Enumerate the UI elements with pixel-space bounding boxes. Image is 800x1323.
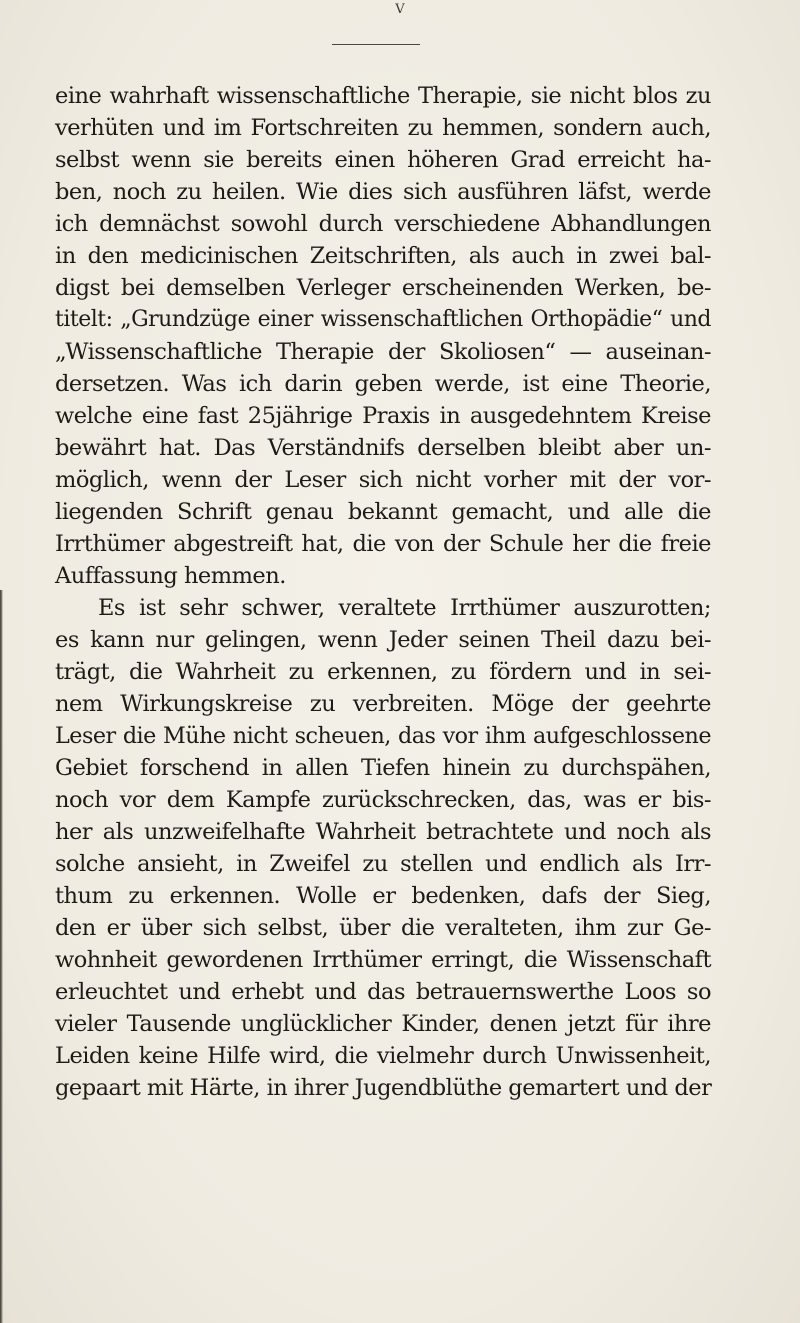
text-line: Auffassung hemmen.	[55, 563, 286, 589]
text-line: verhüten und im Fortschreiten zu hemmen, sondern auch,	[55, 115, 711, 141]
text-line: in den medicinischen Zeitschriften, als auch in zwei bal-	[55, 243, 711, 269]
text-line: nem Wirkungskreise zu verbreiten. Möge der geehrte	[55, 691, 711, 717]
text-line: gepaart mit Härte, in ihrer Jugendblüthe gemartert und der	[55, 1075, 712, 1101]
text-line: Gebiet forschend in allen Tiefen hinein zu durchspähen,	[55, 755, 711, 781]
text-line: liegenden Schrift genau bekannt gemacht, und alle die	[55, 499, 711, 525]
text-line: thum zu erkennen. Wolle er bedenken, dafs der Sieg,	[55, 883, 711, 909]
text-line: den er über sich selbst, über die veralteten, ihm zur Ge-	[55, 915, 711, 941]
text-line: digst bei demselben Verleger erscheinenden Werken, be-	[55, 275, 711, 301]
text-line: Leser die Mühe nicht scheuen, das vor ihm aufgeschlossene	[55, 723, 711, 749]
text-line: ich demnächst sowohl durch verschiedene Abhandlungen	[55, 211, 711, 237]
text-line: ben, noch zu heilen. Wie dies sich ausführen läfst, werde	[55, 179, 711, 205]
text-line: solche ansieht, in Zweifel zu stellen und endlich als Irr-	[55, 851, 711, 877]
text-line: trägt, die Wahrheit zu erkennen, zu fördern und in sei-	[55, 659, 711, 685]
text-line: eine wahrhaft wissenschaftliche Therapie, sie nicht blos zu	[55, 83, 711, 109]
text-line: noch vor dem Kampfe zurückschrecken, das, was er bis-	[55, 787, 711, 813]
text-line: Leiden keine Hilfe wird, die vielmehr durch Unwissenheit,	[55, 1043, 711, 1069]
text-line: möglich, wenn der Leser sich nicht vorher mit der vor-	[55, 467, 711, 493]
text-line: wohnheit gewordenen Irrthümer erringt, die Wissenschaft	[55, 947, 711, 973]
text-line: Es ist sehr schwer, veraltete Irrthümer auszurotten;	[98, 595, 711, 621]
text-line: dersetzen. Was ich darin geben werde, ist eine Theorie,	[55, 371, 711, 397]
text-line: „Wissenschaftliche Therapie der Skoliosen“ — auseinan-	[55, 339, 711, 365]
text-line: es kann nur gelingen, wenn Jeder seinen Theil dazu bei-	[55, 627, 711, 653]
text-line: vieler Tausende unglücklicher Kinder, denen jetzt für ihre	[55, 1011, 711, 1037]
text-line: selbst wenn sie bereits einen höheren Grad erreicht ha-	[55, 147, 711, 173]
text-line: erleuchtet und erhebt und das betrauernswerthe Loos so	[55, 979, 711, 1005]
page-number: V	[395, 2, 405, 17]
text-line: titelt: „Grundzüge einer wissenschaftlichen Orthopädie“ und	[55, 307, 711, 332]
text-line: bewährt hat. Das Verständnifs derselben bleibt aber un-	[55, 435, 711, 461]
text-line: welche eine fast 25jährige Praxis in ausgedehntem Kreise	[55, 403, 711, 429]
text-line: her als unzweifelhafte Wahrheit betrachtete und noch als	[55, 819, 711, 845]
text-line: Irrthümer abgestreift hat, die von der Schule her die freie	[55, 531, 711, 557]
header-rule	[332, 44, 420, 45]
page-edge-shadow	[0, 590, 3, 1323]
